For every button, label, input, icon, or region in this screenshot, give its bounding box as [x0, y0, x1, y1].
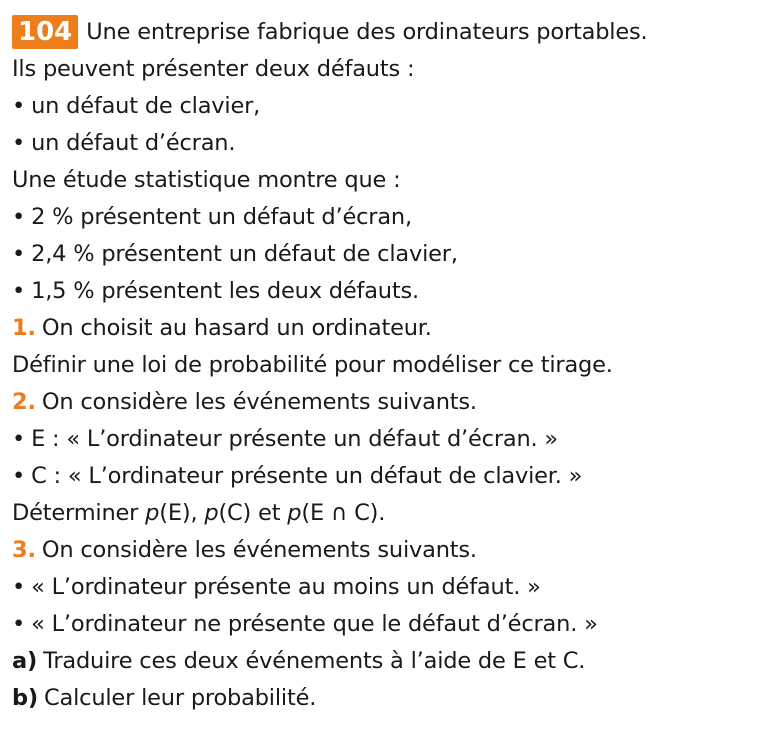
event-e: [12, 421, 760, 458]
prob-symbol: p: [204, 500, 219, 526]
sub-question-b-label: b): [12, 685, 38, 711]
question-1-text: On choisit au hasard un ordinateur.: [41, 315, 432, 341]
prob-symbol: p: [145, 500, 160, 526]
prob-arg-e: (E),: [159, 500, 205, 526]
question-1-number: 1.: [12, 315, 36, 341]
stat-item-text: 2 % présentent un défaut d’écran,: [31, 204, 412, 230]
bullet-icon: •: [12, 574, 26, 600]
sub-question-a: [12, 643, 760, 680]
bullet-icon: •: [12, 278, 26, 304]
question-3-number: 3.: [12, 537, 36, 563]
question-2-text: On considère les événements suivants.: [41, 389, 477, 415]
stat-item-both: [12, 273, 760, 310]
event-c: [12, 458, 760, 495]
sub-question-a-text: Traduire ces deux événements à l’aide de E et C.: [43, 648, 586, 674]
event-at-least-one: [12, 569, 760, 606]
prob-arg-c: (C) et: [218, 500, 288, 526]
event-only-screen: [12, 606, 760, 643]
event-only-screen-text: « L’ordinateur ne présente que le défaut d’écran. »: [31, 611, 598, 637]
event-e-text: E : « L’ordinateur présente un défaut d’écran. »: [31, 426, 558, 452]
bullet-icon: •: [12, 93, 26, 119]
sub-question-b-text: Calculer leur probabilité.: [44, 685, 317, 711]
stat-item-text: 1,5 % présentent les deux défauts.: [31, 278, 419, 304]
question-3: [12, 532, 760, 569]
bullet-icon: •: [12, 611, 26, 637]
prob-symbol: p: [287, 500, 302, 526]
bullet-icon: •: [12, 130, 26, 156]
question-2-number: 2.: [12, 389, 36, 415]
sub-question-b: [12, 680, 760, 717]
prob-arg-intersection: (E ∩ C).: [301, 500, 386, 526]
exercise-header-line: [12, 14, 760, 51]
determine-prefix: Déterminer: [12, 500, 146, 526]
defect-item-screen: [12, 125, 760, 162]
question-3-text: On considère les événements suivants.: [41, 537, 477, 563]
exercise-intro: Une entreprise fabrique des ordinateurs portables.: [86, 19, 648, 45]
stat-item-keyboard: [12, 236, 760, 273]
stat-item-screen: [12, 199, 760, 236]
exercise-defects-intro: Ils peuvent présenter deux défauts :: [12, 56, 415, 82]
question-2: [12, 384, 760, 421]
sub-question-a-label: a): [12, 648, 38, 674]
bullet-icon: •: [12, 204, 26, 230]
event-at-least-one-text: « L’ordinateur présente au moins un défaut. »: [31, 574, 541, 600]
question-1-instruction: Définir une loi de probabilité pour modéliser ce tirage.: [12, 352, 613, 378]
bullet-icon: •: [12, 426, 26, 452]
question-1: [12, 310, 760, 347]
study-intro: Une étude statistique montre que :: [12, 167, 401, 193]
defect-item-keyboard: [12, 88, 760, 125]
event-c-text: C : « L’ordinateur présente un défaut de clavier. »: [31, 463, 583, 489]
defect-item-text: un défaut d’écran.: [31, 130, 236, 156]
stat-item-text: 2,4 % présentent un défaut de clavier,: [31, 241, 458, 267]
bullet-icon: •: [12, 463, 26, 489]
exercise-number-badge: 104: [12, 15, 78, 49]
defect-item-text: un défaut de clavier,: [31, 93, 261, 119]
bullet-icon: •: [12, 241, 26, 267]
question-2-instruction: [12, 495, 760, 532]
